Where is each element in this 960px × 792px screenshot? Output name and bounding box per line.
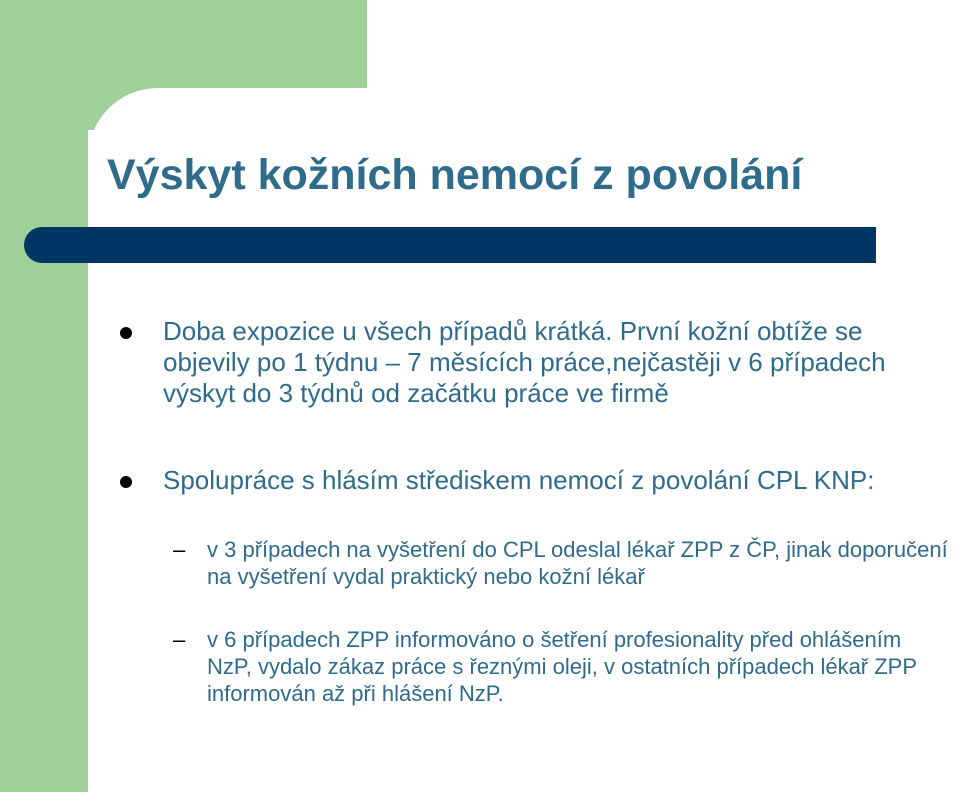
bullet-dot-icon: [120, 327, 132, 339]
sub-bullet-item: [173, 536, 952, 590]
title-divider-bar: [24, 227, 876, 263]
sub-bullet-text: v 3 případech na vyšetření do CPL odeslal lékař ZPP z ČP, jinak doporučení na vyšetření vydal praktický nebo kožní lékař: [207, 537, 948, 589]
sub-bullet-item: [173, 626, 952, 707]
bullet-text: Doba expozice u všech případů krátká. První kožní obtíže se objevily po 1 týdnu – 7 měsících práce,nejčastěji v 6 případech výskyt do 3 týdnů od začátku práce ve firmě: [163, 316, 886, 408]
sub-bullet-text: v 6 případech ZPP informováno o šetření profesionality před ohlášením NzP, vydalo zákaz práce s řeznými oleji, v ostatních případech lékař ZPP informován až při hlášení NzP.: [207, 627, 917, 706]
bullet-dot-icon: [120, 476, 132, 488]
dash-marker: –: [173, 537, 186, 562]
slide-title: Výskyt kožních nemocí z povolání: [107, 151, 803, 199]
bullet-text: Spolupráce s hlásím střediskem nemocí z povolání CPL KNP:: [163, 465, 875, 495]
bullet-item: [163, 465, 953, 496]
bullet-item: [163, 316, 953, 409]
dash-marker: –: [173, 627, 186, 652]
